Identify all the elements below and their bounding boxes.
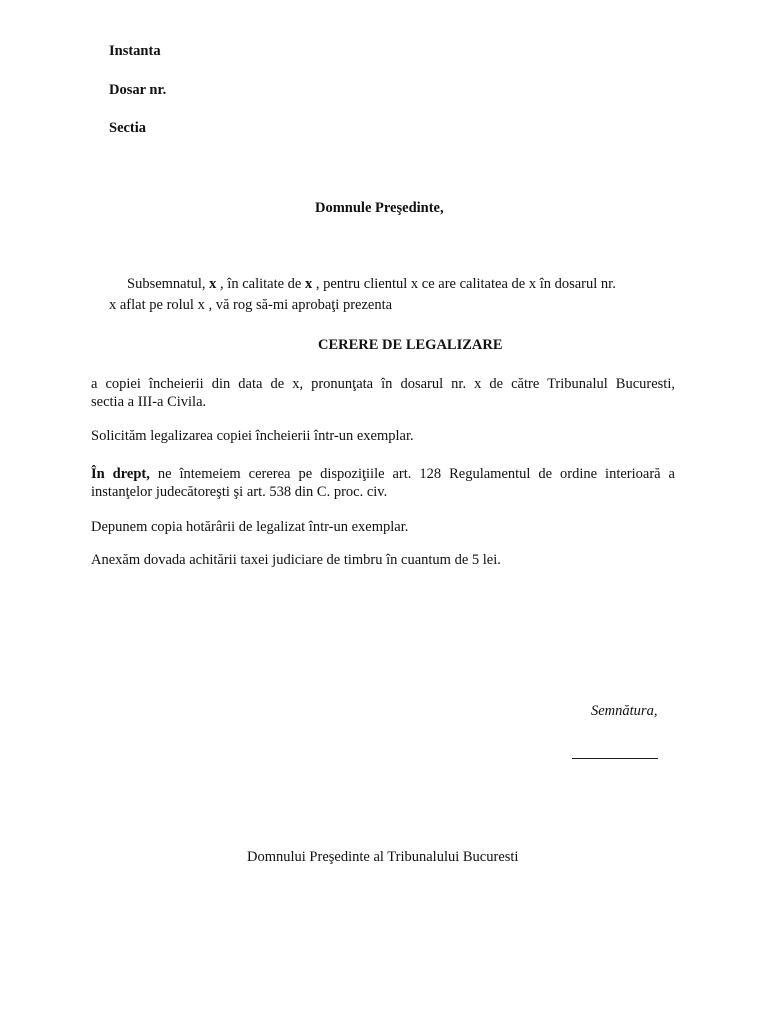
intro-text-1: Subsemnatul, <box>127 276 210 292</box>
document-title: CERERE DE LEGALIZARE <box>318 337 503 353</box>
paragraph-legal-basis <box>91 465 675 501</box>
footer-addressee: Domnului Preşedinte al Tribunalului Bucuresti <box>247 849 519 865</box>
paragraph-request-legalization: Solicităm legalizarea copiei încheierii într-un exemplar. <box>91 428 414 444</box>
header-instanta: Instanta <box>109 43 161 59</box>
paragraph-copy-request <box>91 375 675 411</box>
intro-text-2: , în calitate de <box>216 276 305 292</box>
paragraph-copy-request-line-2: sectia a III-a Civila. <box>91 394 207 410</box>
header-dosar: Dosar nr. <box>109 82 167 98</box>
paragraph-submit-copy: Depunem copia hotărârii de legalizat într-un exemplar. <box>91 519 409 535</box>
paragraph-fee-proof: Anexăm dovada achitării taxei judiciare de timbru în cuantum de 5 lei. <box>91 552 501 568</box>
signature-line <box>572 758 658 759</box>
header-sectia: Sectia <box>109 120 147 136</box>
paragraph-legal-basis-line-1 <box>91 465 675 483</box>
intro-line-1 <box>127 276 616 293</box>
signature-label: Semnătura, <box>591 703 658 719</box>
intro-line-2: x aflat pe rolul x , vă rog să-mi aprobaţi prezenta <box>109 297 393 313</box>
legal-basis-label: În drept, <box>91 466 150 482</box>
intro-text-3: , pentru clientul x ce are calitatea de x în dosarul nr. <box>312 276 616 292</box>
salutation: Domnule Preşedinte, <box>315 200 444 216</box>
paragraph-legal-basis-line-2: instanţelor judecătoreşti şi art. 538 din C. proc. civ. <box>91 484 388 500</box>
paragraph-copy-request-line-1: a copiei încheierii din data de x, pronunţata în dosarul nr. x de către Tribunalul Bucuresti, <box>91 376 675 392</box>
intro-x-name: x <box>209 276 217 292</box>
legal-basis-text-1: ne întemeiem cererea pe dispoziţiile art. 128 Regulamentul de ordine interioară a <box>149 466 675 482</box>
intro-x-role: x <box>305 276 313 292</box>
